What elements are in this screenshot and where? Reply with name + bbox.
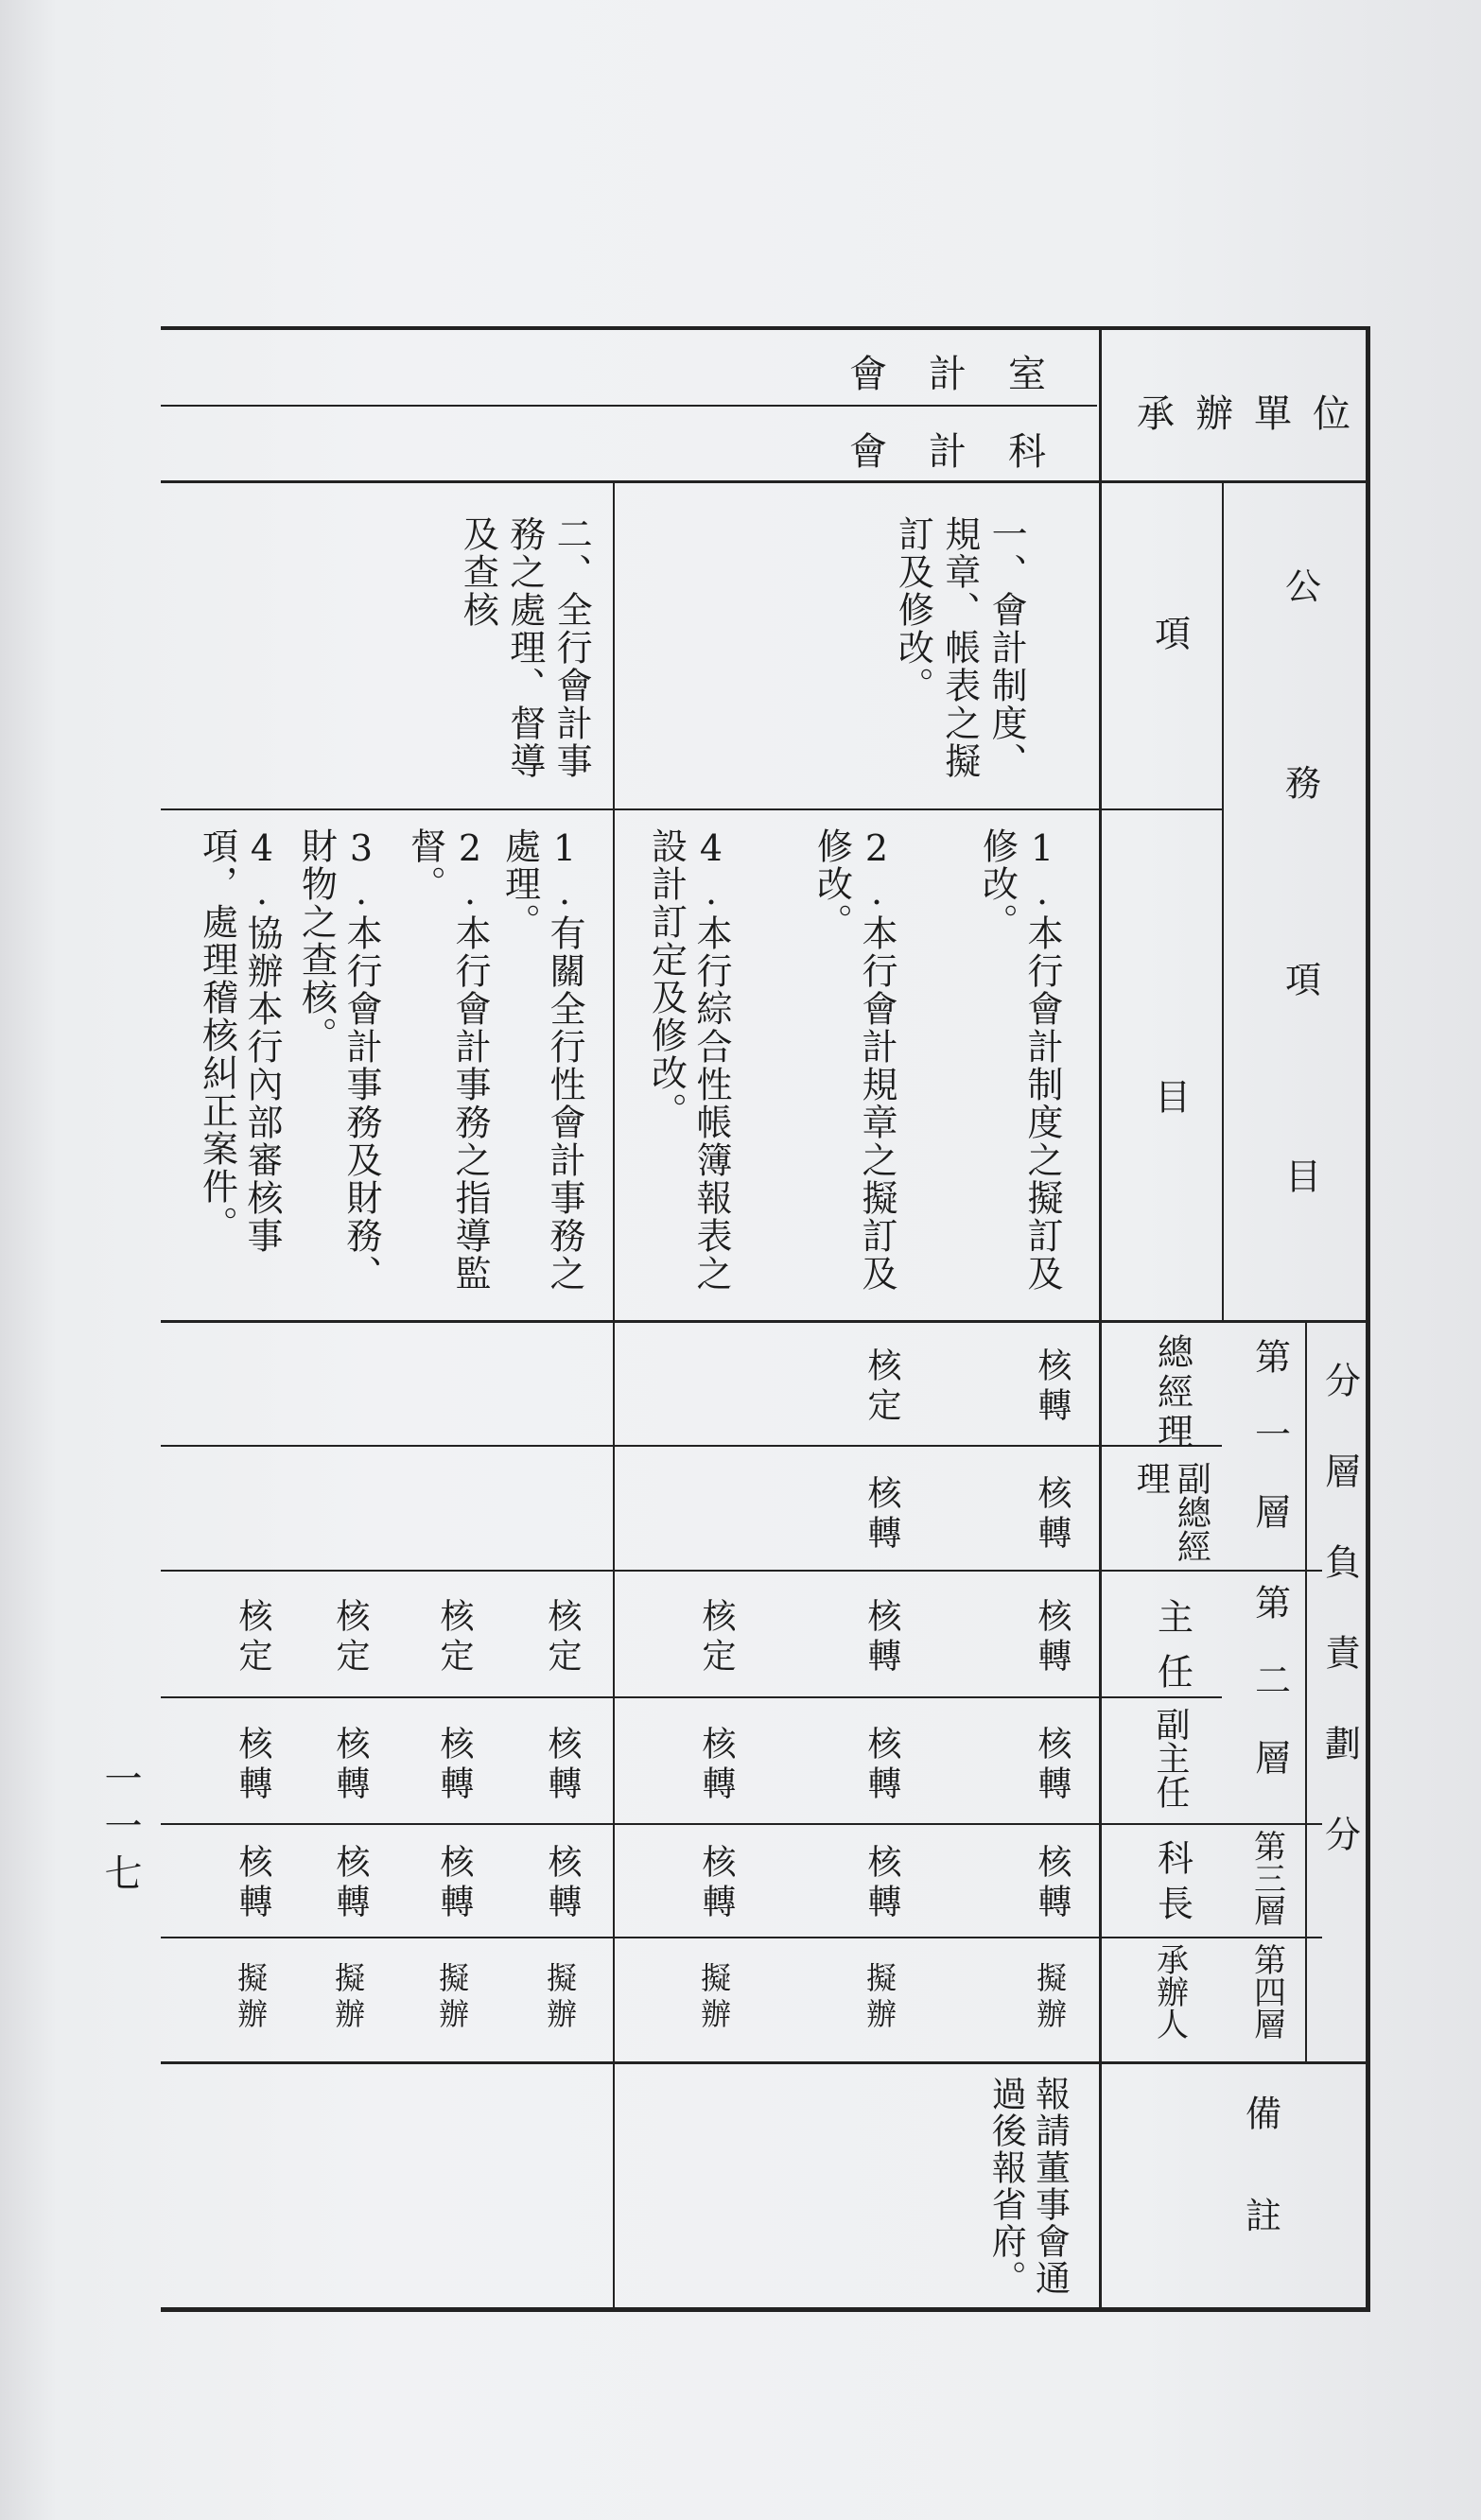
s1d2-tier1b: 核轉 [862, 1475, 901, 1555]
tier-row-line-5 [161, 1937, 1322, 1938]
item-bottom-line [161, 808, 1222, 810]
office-row-divider [161, 405, 1097, 407]
tier-title-line [1305, 1320, 1307, 2064]
s2d3-tier4: 擬辦 [330, 1962, 366, 2034]
tier1-label: 第一層 [1248, 1338, 1291, 1571]
s2d2-tier4: 擬辦 [434, 1962, 470, 2034]
remark-title: 備註 [1239, 2094, 1281, 2299]
office-row2: 會計科 [849, 430, 1088, 474]
s1d1-tier2: 核轉 [1033, 1598, 1072, 1677]
s2d1-tier2b: 核轉 [543, 1726, 582, 1805]
s1d2-tier3: 核轉 [862, 1844, 901, 1923]
tier-bottom-line [161, 2061, 1369, 2064]
page-number: 一一七 [98, 1759, 142, 1901]
section-1-item: 一、會計制度、規章、帳表之擬訂及修改。 [892, 515, 1028, 780]
s1d4-tier4: 擬辦 [696, 1962, 732, 2034]
s2d2-tier3: 核轉 [435, 1844, 474, 1923]
s1d4-tier3: 核轉 [697, 1844, 736, 1923]
tier3-label: 第三層 [1247, 1830, 1286, 1926]
s2d3-tier2: 核定 [331, 1598, 370, 1677]
duty-bottom-line [161, 1320, 1369, 1323]
section-1-detail-2: 2.本行會計規章之擬訂及修改。 [810, 827, 897, 1293]
role-handler: 承辦人 [1150, 1943, 1189, 2040]
section-2-item: 二、全行會計事務之處理、督導及查核 [457, 515, 593, 780]
s2d1-tier2: 核定 [543, 1598, 582, 1677]
s1d2-tier4: 擬辦 [862, 1962, 897, 2034]
s1d4-tier2b: 核轉 [697, 1726, 736, 1805]
section-2-detail-3: 3.本行會計事務及財務、財物之查核。 [295, 827, 382, 1293]
s1d4-tier2: 核定 [697, 1598, 736, 1677]
tier-title: 分層負責劃分 [1318, 1362, 1361, 1906]
role-vgm: 副總經理 [1131, 1461, 1211, 1563]
s1d2-tier2: 核轉 [862, 1598, 901, 1677]
section-2-detail-4: 4.協辦本行內部審核事項，處理稽核糾正案件。 [196, 827, 283, 1255]
detail-label: 目 [1148, 1078, 1191, 1118]
role-section-chief: 科長 [1151, 1839, 1194, 1930]
section-1-detail-4: 4.本行綜合性帳簿報表之設計訂定及修改。 [645, 827, 732, 1293]
s2d1-tier3: 核轉 [543, 1844, 582, 1923]
section-2-detail-2: 2.本行會計事務之指導監督。 [404, 827, 491, 1293]
table-top-border [161, 326, 1369, 330]
s2d3-tier3: 核轉 [331, 1844, 370, 1923]
role-gm: 總經理 [1151, 1333, 1194, 1452]
s1d1-tier3: 核轉 [1033, 1844, 1072, 1923]
header-bottom-line [161, 480, 1369, 483]
tier-row-line-2 [161, 1570, 1322, 1572]
unit-label: 承辦單位 [1137, 392, 1371, 436]
role-deputy-director: 副主任 [1151, 1707, 1190, 1809]
s1d1-tier4: 擬辦 [1032, 1962, 1068, 2034]
s1d2-tier1: 核定 [862, 1347, 901, 1427]
s1d1-tier1: 核轉 [1033, 1347, 1072, 1427]
s1d1-tier2b: 核轉 [1033, 1726, 1072, 1805]
s2d3-tier2b: 核轉 [331, 1726, 370, 1805]
role-director: 主任 [1151, 1598, 1194, 1708]
tier-row-line-3 [161, 1696, 1222, 1698]
tier-row-line-1 [161, 1445, 1222, 1447]
s2d4-tier2: 核定 [234, 1598, 272, 1677]
s2d2-tier2b: 核轉 [435, 1726, 474, 1805]
s1d2-tier2b: 核轉 [862, 1726, 901, 1805]
s2d4-tier3: 核轉 [234, 1844, 272, 1923]
section-1-detail-1: 1.本行會計制度之擬訂及修改。 [976, 827, 1063, 1293]
section-2-detail-1: 1.有關全行性會計事務之處理。 [498, 827, 585, 1293]
duty-column-line [1222, 480, 1224, 1320]
tier2-label: 第二層 [1248, 1584, 1291, 1816]
s2d4-tier2b: 核轉 [234, 1726, 272, 1805]
section-divider [613, 480, 615, 2312]
tier-row-line-4 [161, 1823, 1322, 1825]
item-label: 項 [1148, 615, 1191, 654]
table-bottom-border [161, 2307, 1369, 2312]
duty-title: 公務項目 [1279, 567, 1321, 1354]
s2d4-tier4: 擬辦 [233, 1962, 269, 2034]
s2d2-tier2: 核定 [435, 1598, 474, 1677]
s2d1-tier4: 擬辦 [542, 1962, 578, 2034]
unit-cell-left-line [1099, 326, 1102, 2312]
table-right-border [1366, 326, 1370, 2312]
office-row1: 會計室 [849, 353, 1088, 396]
tier4-label: 第四層 [1247, 1943, 1286, 2040]
s1d1-tier1b: 核轉 [1033, 1475, 1072, 1555]
section-1-remark: 報請董事會通過後報省府。 [985, 2076, 1071, 2297]
